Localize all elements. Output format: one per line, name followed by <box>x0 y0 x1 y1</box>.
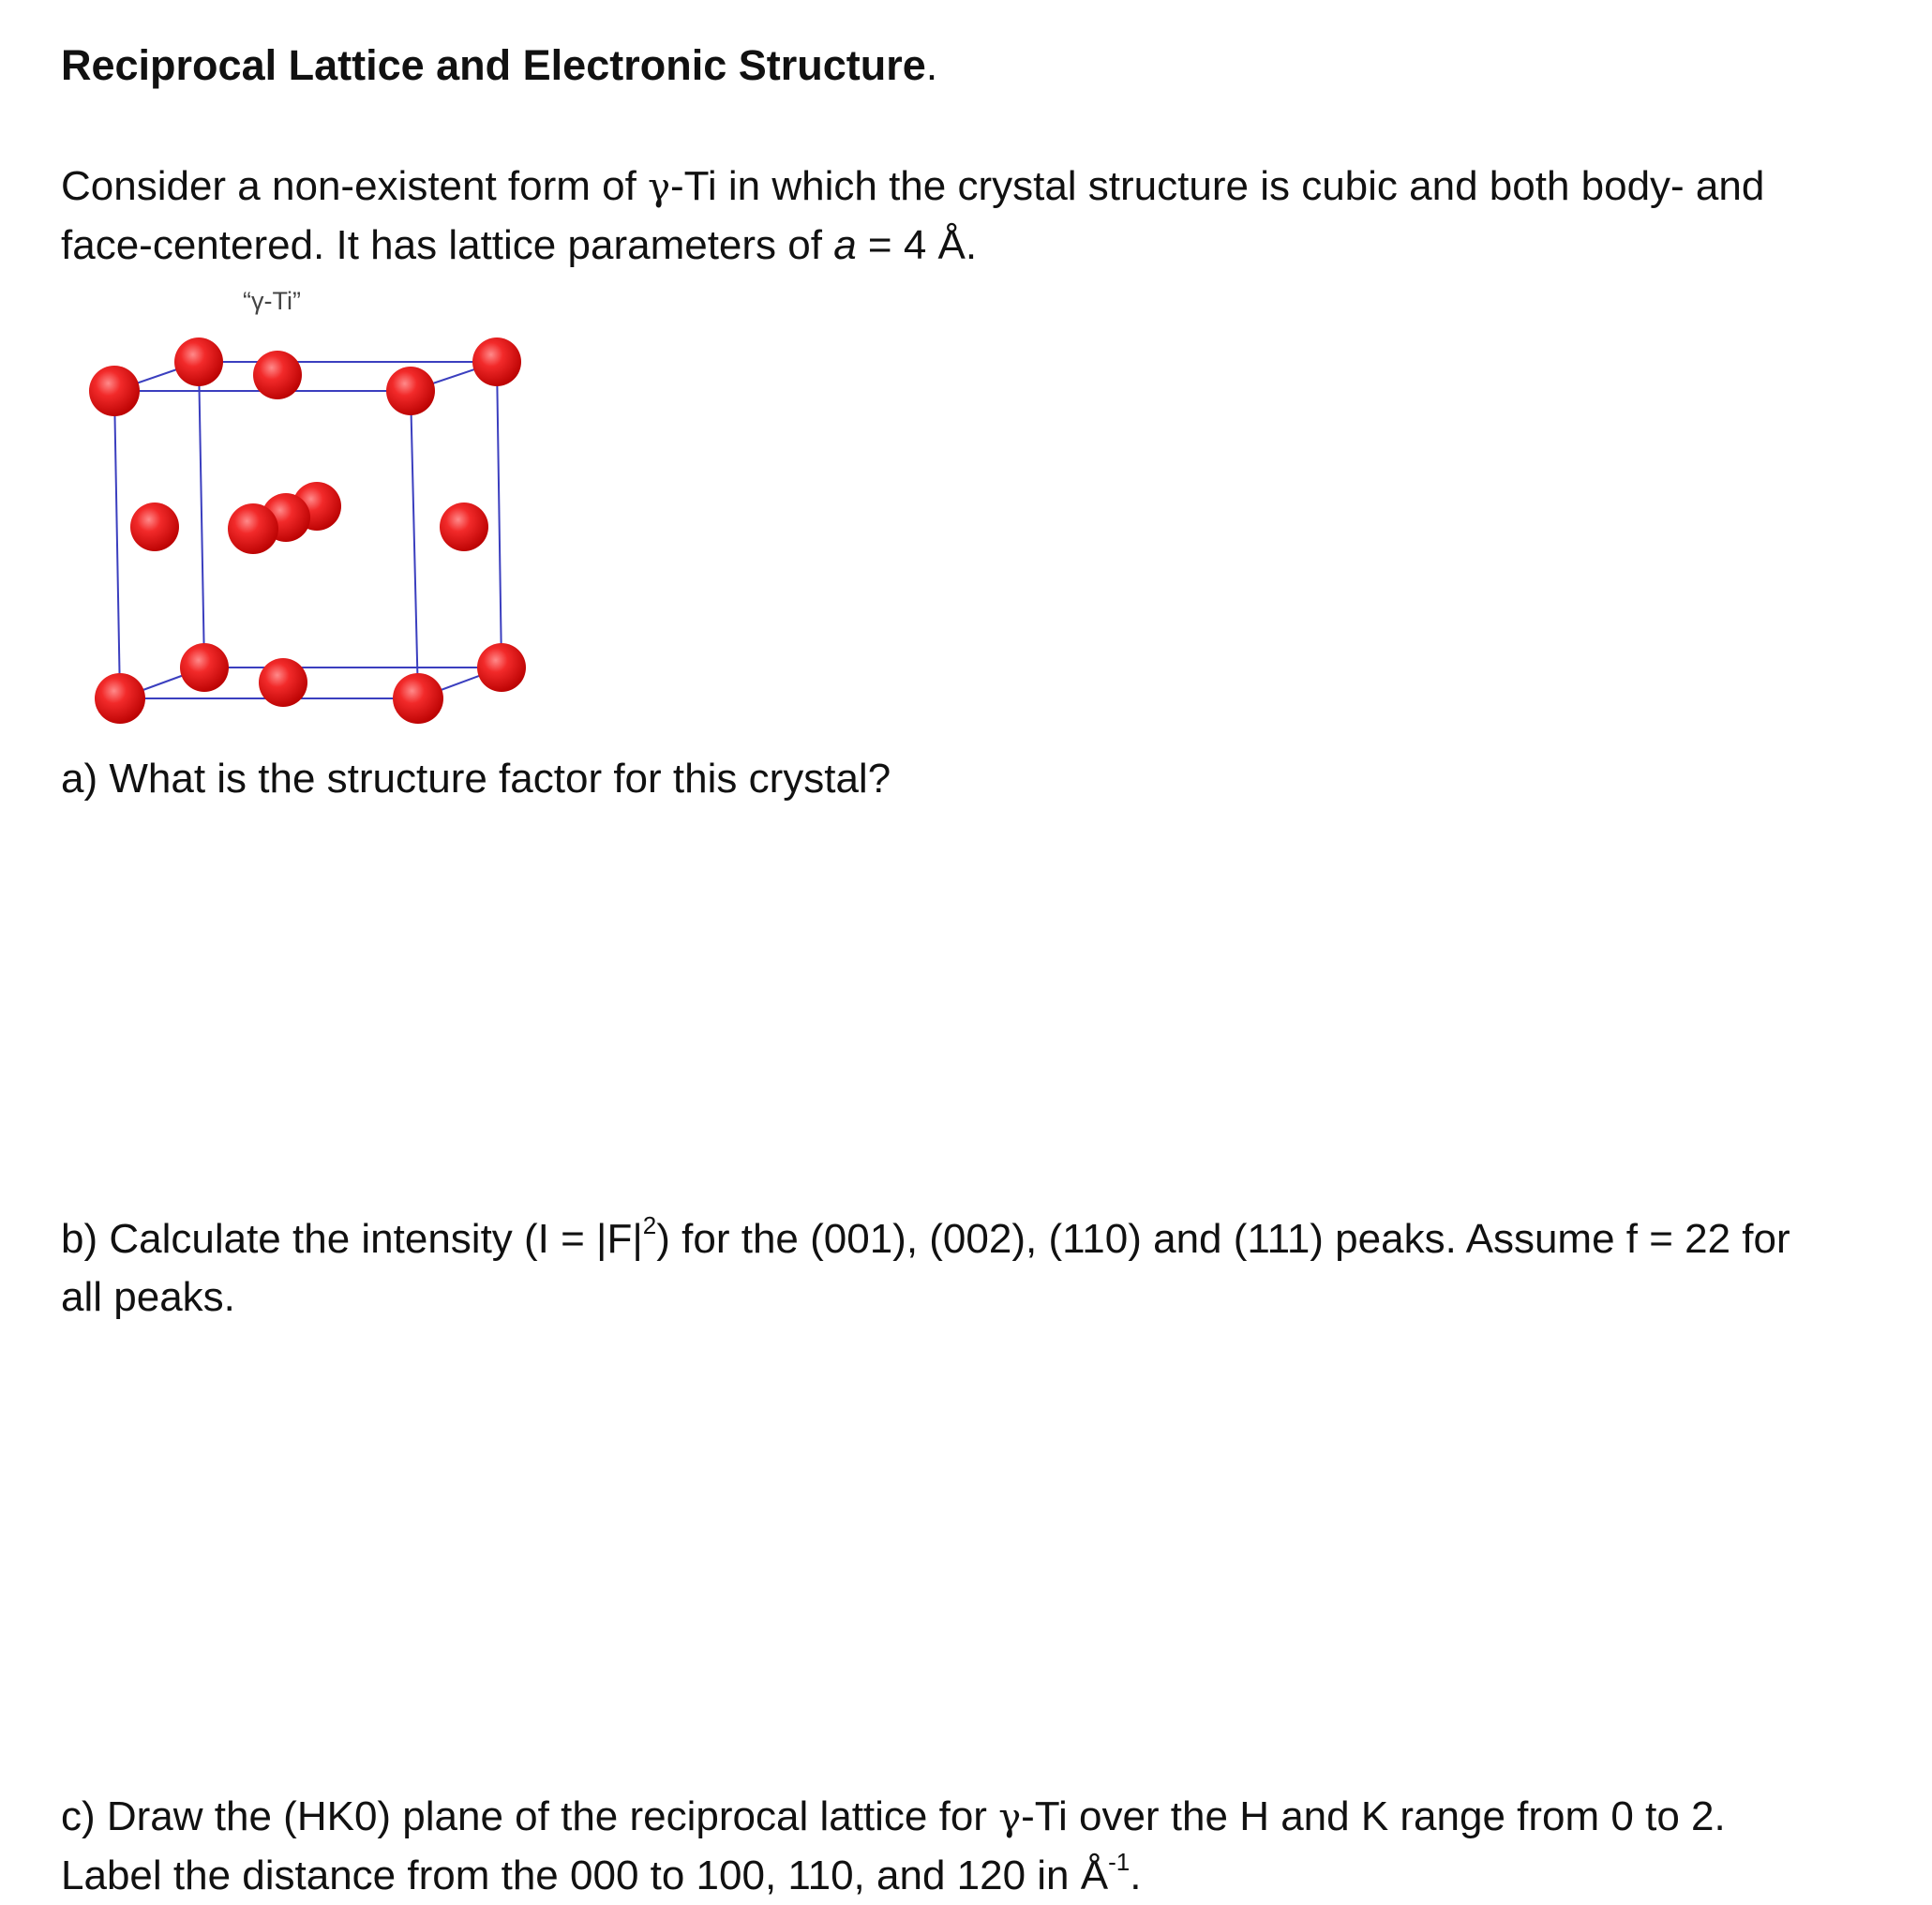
superscript-minus-1: -1 <box>1108 1848 1131 1877</box>
intro-line-1 <box>61 163 1764 209</box>
question-c <box>61 1788 1898 1905</box>
figure-caption: “γ-Ti” <box>243 287 301 315</box>
question-c-line-2 <box>61 1848 1142 1898</box>
intro-line-1-end: -Ti in which the crystal structure is cubic and both body- and <box>669 163 1765 209</box>
unit-cell-diagram <box>66 281 553 741</box>
edge-vertical-front-right <box>411 391 418 698</box>
question-b-line-1-end: ) for the (001), (002), (110) and (111) peaks. Assume f = 22 for <box>656 1216 1790 1262</box>
gamma-symbol: γ <box>648 166 670 209</box>
edge-vertical-front-left <box>114 391 120 698</box>
edge-vertical-back-right <box>497 362 502 668</box>
question-c-line-1-start: c) Draw the (HK0) plane of the reciprocal lattice for <box>61 1793 999 1839</box>
intro-line-1-start: Consider a non-existent form of <box>61 163 649 209</box>
question-c-line-2-end: . <box>1130 1852 1142 1898</box>
title-period: . <box>925 41 938 89</box>
question-a-text: a) What is the structure factor for this crystal? <box>61 756 891 802</box>
edge-vertical-back-left <box>199 362 204 668</box>
gamma-symbol: γ <box>998 1796 1022 1839</box>
question-c-line-2-start: Label the distance from the 000 to 100, 110, and 120 in Å <box>61 1852 1109 1898</box>
atom <box>393 673 443 724</box>
atom <box>130 502 179 551</box>
question-b-line-1-start: b) Calculate the intensity (I = |F| <box>61 1216 643 1262</box>
question-b <box>61 1210 1898 1327</box>
atom <box>180 643 229 692</box>
intro-paragraph <box>61 158 1898 275</box>
atom <box>386 367 435 415</box>
question-c-line-1 <box>61 1793 1726 1839</box>
atom <box>472 338 521 386</box>
question-a <box>61 750 1898 808</box>
intro-line-2-end: = 4 Å. <box>856 222 978 268</box>
atoms <box>89 338 526 724</box>
intro-line-2 <box>61 222 977 268</box>
atom <box>89 366 140 416</box>
atom <box>228 503 278 554</box>
lattice-parameter-symbol: a <box>833 222 857 268</box>
question-c-line-1-end: -Ti over the H and K range from 0 to 2. <box>1021 1793 1726 1839</box>
atom <box>477 643 526 692</box>
page-title <box>61 41 937 90</box>
atom <box>440 502 488 551</box>
crystal-structure-figure <box>66 281 553 741</box>
atom <box>253 351 302 399</box>
title-text: Reciprocal Lattice and Electronic Structure <box>61 41 926 89</box>
question-b-line-1 <box>61 1211 1790 1262</box>
atom <box>174 338 223 386</box>
superscript-2: 2 <box>642 1211 657 1240</box>
question-b-line-2: all peaks. <box>61 1274 235 1320</box>
atom <box>259 658 307 707</box>
atom <box>95 673 145 724</box>
intro-line-2-start: face-centered. It has lattice parameters of <box>61 222 834 268</box>
